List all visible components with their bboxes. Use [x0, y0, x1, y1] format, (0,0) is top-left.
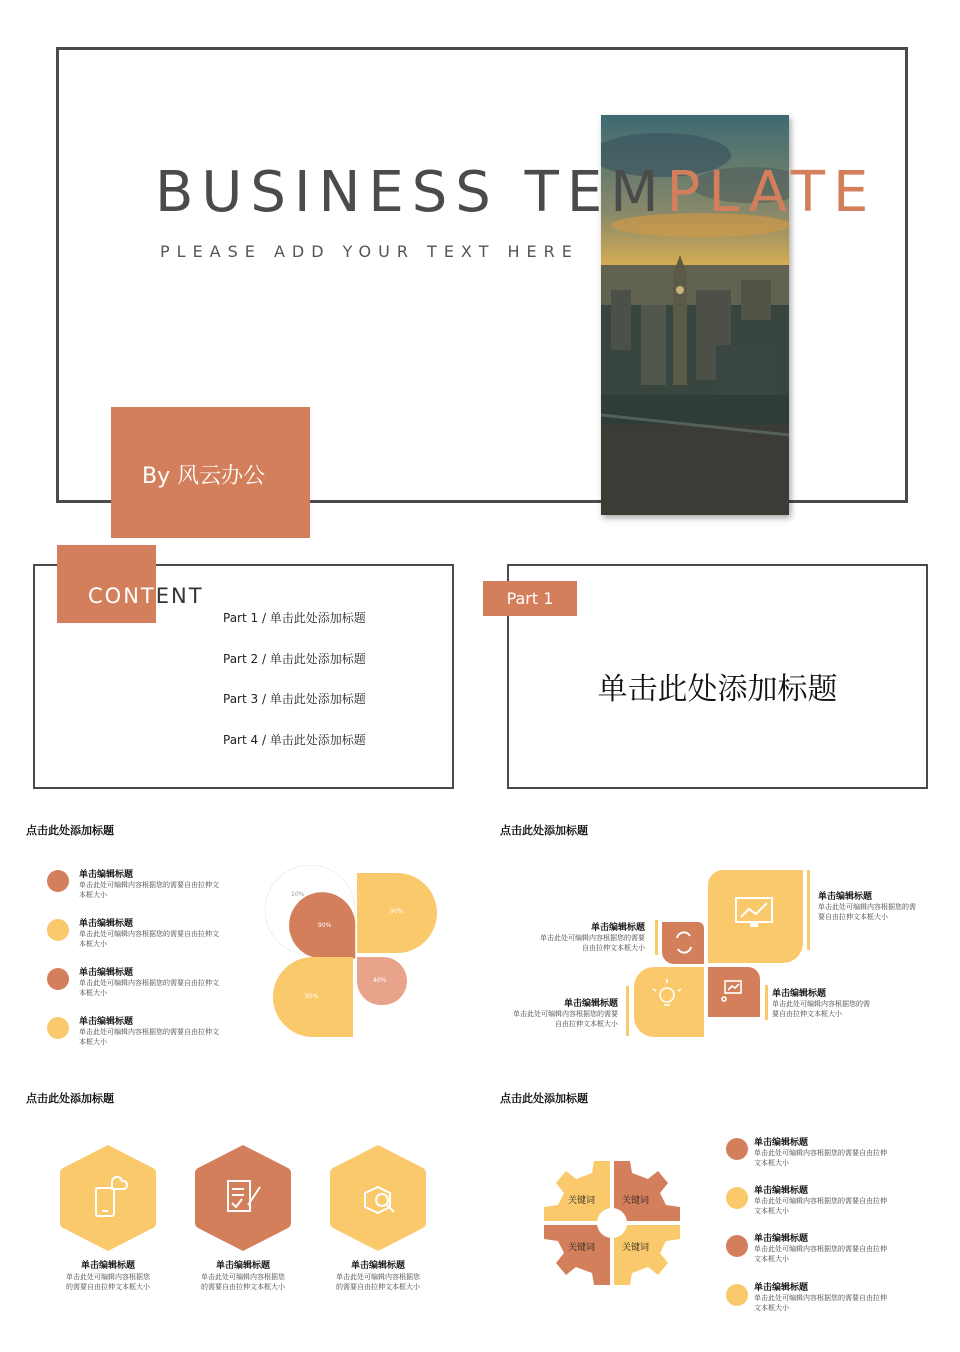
gear-keyword: 关键词 [568, 1196, 596, 1206]
petal-diagram [265, 865, 445, 1045]
gear-keyword: 关键词 [622, 1243, 650, 1253]
part-badge: Part 1 [483, 581, 577, 616]
gear-quadrant-tr [614, 1161, 680, 1221]
item-desc: 单击此处可编辑内容根据您的需要自由拉伸文本框大小 [754, 1197, 887, 1215]
hexagon-2 [195, 1145, 291, 1251]
item-desc: 单击此处可编辑内容根据您的需要自由拉伸文本框大小 [754, 1294, 887, 1312]
item-title: 单击编辑标题 [79, 919, 134, 929]
item-title: 单击编辑标题 [754, 1283, 809, 1293]
petal-label: 95% [305, 993, 319, 1000]
cover-subtitle: PLEASE ADD YOUR TEXT HERE [160, 242, 579, 261]
item-desc: 单击此处可编辑内容根据您的需要自由拉伸文本框大小 [513, 1010, 618, 1028]
toc-item[interactable]: Part 1 / 单击此处添加标题 [223, 611, 366, 625]
block-small-bottomright [708, 967, 760, 1017]
toc-heading [88, 584, 204, 608]
bullet-dot [47, 919, 69, 941]
item-desc: 单击此处可编辑内容根据您的需要自由拉伸文本框大小 [66, 1273, 150, 1291]
item-desc: 单击此处可编辑内容根据您的需要自由拉伸文本框大小 [79, 979, 219, 997]
item-desc: 单击此处可编辑内容根据您的需要自由拉伸文本框大小 [79, 930, 219, 948]
hexagon-1 [60, 1145, 156, 1251]
toc-heading-dark: ENT [155, 584, 204, 608]
item-title: 单击编辑标题 [754, 1234, 809, 1244]
item-desc: 单击此处可编辑内容根据您的需要自由拉伸文本框大小 [754, 1149, 887, 1167]
bullet-dot [726, 1235, 748, 1257]
hexagon-3 [330, 1145, 426, 1251]
item-title: 单击编辑标题 [80, 1261, 135, 1271]
author-label: By 风云办公 [142, 464, 266, 489]
bullet-dot [47, 968, 69, 990]
gear-quadrant-bl [544, 1225, 610, 1285]
gear-quadrant-tl [544, 1161, 610, 1221]
item-title: 单击编辑标题 [79, 1017, 134, 1027]
hexagon-row [60, 1143, 430, 1253]
bullet-dot [726, 1187, 748, 1209]
item-desc: 单击此处可编辑内容根据您的需要自由拉伸文本框大小 [336, 1273, 420, 1291]
block-small-topleft [662, 922, 704, 964]
item-title: 单击编辑标题 [754, 1138, 809, 1148]
toc-heading-light: CONT [88, 584, 156, 608]
gear-quadrant-br [614, 1225, 680, 1285]
item-desc: 单击此处可编辑内容根据您的需要自由拉伸文本框大小 [772, 1000, 870, 1018]
gear-keyword: 关键词 [568, 1243, 596, 1253]
slide4-title[interactable]: 点击此处添加标题 [500, 824, 588, 837]
bullet-dot [726, 1138, 748, 1160]
petal-label: 10% [291, 891, 305, 898]
item-desc: 单击此处可编辑内容根据您的需要自由拉伸文本框大小 [79, 1028, 219, 1046]
gear-diagram [542, 1153, 682, 1293]
block-large-topright [708, 870, 803, 963]
toc-item[interactable]: Part 2 / 单击此处添加标题 [223, 652, 366, 666]
item-title: 单击编辑标题 [215, 1261, 270, 1271]
bullet-dot [726, 1284, 748, 1306]
item-title: 单击编辑标题 [350, 1261, 405, 1271]
item-desc: 单击此处可编辑内容根据您的需要自由拉伸文本框大小 [201, 1273, 285, 1291]
item-title: 单击编辑标题 [563, 999, 618, 1009]
toc-item[interactable]: Part 4 / 单击此处添加标题 [223, 733, 366, 747]
petal-label: 90% [390, 908, 404, 915]
item-desc: 单击此处可编辑内容根据您的需要自由拉伸文本框大小 [754, 1245, 887, 1263]
bullet-dot [47, 870, 69, 892]
item-desc: 单击此处可编辑内容根据您的需要自由拉伸文本框大小 [540, 934, 645, 952]
item-title: 单击编辑标题 [79, 870, 134, 880]
item-title: 单击编辑标题 [754, 1186, 809, 1196]
item-title: 单击编辑标题 [818, 892, 873, 902]
slide3-title[interactable]: 点击此处添加标题 [26, 824, 114, 837]
item-desc: 单击此处可编辑内容根据您的需要自由拉伸文本框大小 [79, 881, 219, 899]
bullet-dot [47, 1017, 69, 1039]
part-title[interactable]: 单击此处添加标题 [597, 672, 838, 707]
petal-label: 90% [318, 922, 332, 929]
gear-keyword: 关键词 [622, 1196, 650, 1206]
petal-label: 40% [373, 977, 387, 984]
cover-title-main: BUSINESS TEM [155, 160, 667, 225]
toc-item[interactable]: Part 3 / 单击此处添加标题 [223, 692, 366, 706]
gear-hub [597, 1208, 627, 1238]
item-title: 单击编辑标题 [772, 989, 827, 999]
item-title: 单击编辑标题 [79, 968, 134, 978]
slide5-title[interactable]: 点击此处添加标题 [26, 1092, 114, 1105]
slide6-title[interactable]: 点击此处添加标题 [500, 1092, 588, 1105]
cover-title [155, 160, 876, 225]
item-desc: 单击此处可编辑内容根据您的需要自由拉伸文本框大小 [818, 903, 916, 921]
item-title: 单击编辑标题 [590, 923, 645, 933]
cover-title-highlight: PLATE [666, 160, 877, 225]
